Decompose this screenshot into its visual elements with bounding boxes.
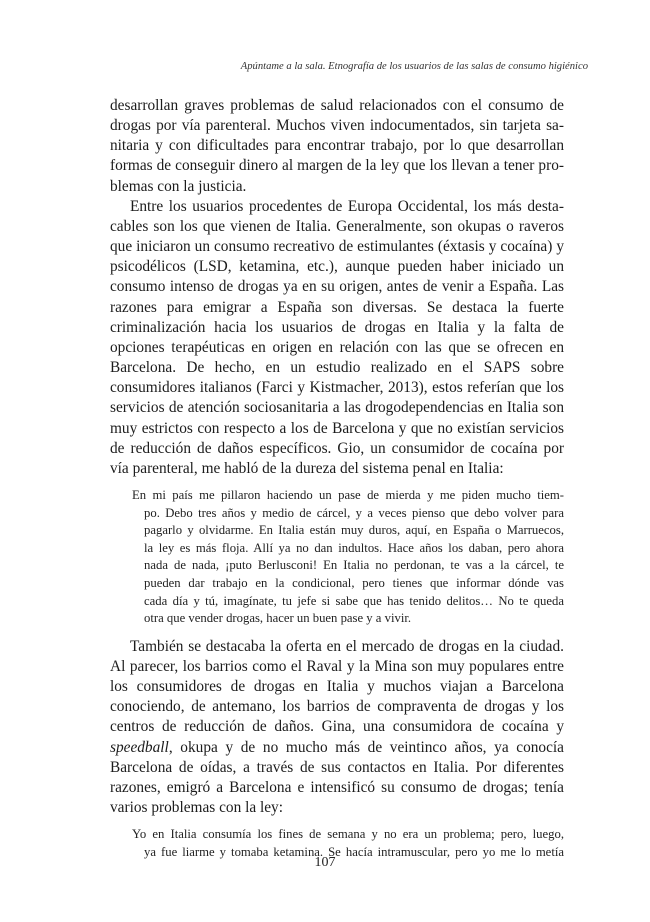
paragraph-2: Entre los usuarios procedentes de Europa Occidental, los más destacables son los que vienen de Italia. Generalmente, son okupas o raveros que iniciaron un consumo recreativo de estimulantes (éxtasis y cocaína) y psicodélicos (LSD, ketamina, etc.), aunque pueden haber iniciado un consumo intenso de drogas ya en su origen, antes de venir a España. Las razones para emigrar a España son diversas. Se destaca la fuerte criminalización hacia los usuarios de drogas en Italia y la falta de opciones terapéuticas en origen en relación con las que se ofrecen en Barcelona. De hecho, en un estudio realizado en el SAPS sobre consumidores italianos (Farci y Kistmacher, 2013), estos referían que los servicios de atención sociosanitaria a las drogodependencias en Italia son muy estrictos con respecto a los de Barcelona y que no existían servicios de reducción de daños específicos. Gio, un consumidor de cocaína por vía parenteral, me habló de la dureza del sistema penal en Italia: bbox=[110, 197, 564, 477]
quote-line: po. Debo tres años y medio de cárcel, y a veces pienso que debo volver para bbox=[144, 505, 564, 520]
paragraph-3-text-b: , okupa y de no mucho más de veintinco años, ya conocía Barcelona de oídas, a través de sus contactos en Italia. Por diferentes razones, emigró a Barcelona e intensificó su consumo de drogas; tenía varios problemas con la ley: bbox=[110, 738, 564, 816]
quote-line: la ley es más floja. Allí ya no dan indultos. Hace años los daban, pero ahora bbox=[144, 540, 564, 555]
quote-line: nada de nada, ¡puto Berlusconi! En Italia no perdonan, te vas a la cárcel, te bbox=[144, 558, 564, 573]
quote-line: pueden dar trabajo en la condicional, pero tienes que informar dónde vas bbox=[144, 575, 564, 590]
running-head: Apúntame a la sala. Etnografía de los usuarios de las salas de consumo higiénico bbox=[240, 61, 588, 72]
quote-line: Yo en Italia consumía los fines de semana y no era un problema; pero, luego, bbox=[132, 827, 564, 842]
page-number: 107 bbox=[314, 855, 336, 870]
quote-line: cada día y tú, imagínate, tu jefe si sabe que has tenido delitos… No te queda bbox=[144, 593, 564, 608]
quote-line: otra que vender drogas, hacer un buen pase y a vivir. bbox=[144, 611, 412, 626]
block-quote-gio bbox=[110, 487, 564, 628]
quote-line: En mi país me pillaron haciendo un pase de mierda y me piden mucho tiem- bbox=[132, 487, 564, 502]
paragraph-3-italic-term: speedball bbox=[110, 738, 169, 756]
quote-line: pagarlo y olvidarme. En Italia están muy duros, aquí, en España o Marruecos, bbox=[144, 523, 564, 538]
paragraph-1: desarrollan graves problemas de salud relacionados con el consumo de drogas por vía parenteral. Muchos viven indocumentados, sin tarjeta sanitaria y con dificultades para encontrar trabajo, por lo que desarrollan formas de conseguir dinero al margen de la ley que los llevan a tener problemas con la justicia. bbox=[110, 97, 564, 195]
quote-line: ya fue liarme y tomaba ketamina. Se hacía intramuscular, pero yo me lo metía bbox=[144, 844, 564, 859]
paragraph-3 bbox=[110, 637, 564, 818]
paragraph-3-text-a: También se destacaba la oferta en el mercado de drogas en la ciudad. Al parecer, los barrios como el Raval y la Mina son muy populares entre los consumidores de drogas en Italia y muchos viajan a Barcelona conociendo, de antemano, los barrios de compraventa de drogas y los centros de reducción de daños. Gina, una consumidora de cocaína y bbox=[110, 637, 564, 736]
page-body bbox=[110, 96, 564, 870]
